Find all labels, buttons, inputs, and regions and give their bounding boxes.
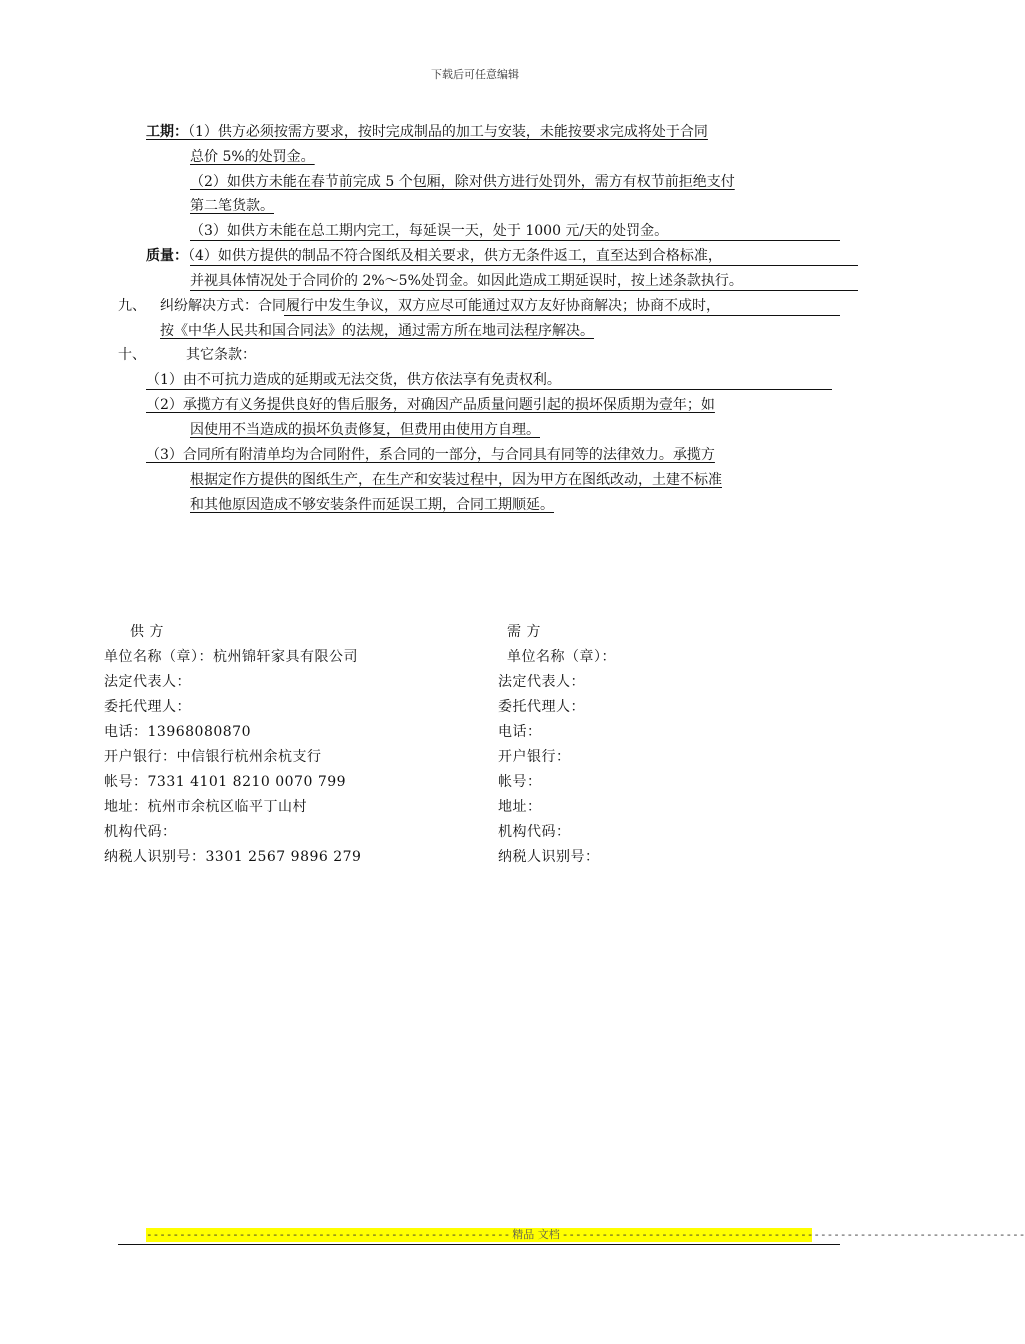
schedule-item-1b: 总价 5%的处罚金。 xyxy=(190,149,315,165)
buyer-bank: 开户银行： xyxy=(498,749,571,765)
other-item-2a: （2）承揽方有义务提供良好的售后服务，对确因产品质量问题引起的损坏保质期为壹年；如 xyxy=(146,397,715,413)
other-item-3b: 根据定作方提供的图纸生产，在生产和安装过程中，因为甲方在图纸改动，土建不标准 xyxy=(190,472,722,488)
supplier-phone: 电话：13968080870 xyxy=(104,724,251,740)
buyer-org-code: 机构代码： xyxy=(498,824,571,840)
buyer-account: 帐号： xyxy=(498,774,542,790)
footer-rule xyxy=(118,1244,840,1245)
section-ten-title: 其它条款： xyxy=(186,347,256,363)
footer-left-dashes: ------------------------------------------------------- xyxy=(146,1228,511,1241)
quality-label: 质量： xyxy=(146,248,188,264)
other-item-3c: 和其他原因造成不够安装条件而延误工期，合同工期顺延。 xyxy=(190,497,554,513)
supplier-account: 帐号：7331 4101 8210 0070 799 xyxy=(104,774,347,790)
schedule-item-1a: （1）供方必须按需方要求，按时完成制品的加工与安装，未能按要求完成将处于合同 xyxy=(188,124,708,140)
footer-label: 精品 文档 xyxy=(512,1228,560,1241)
other-item-1: （1）由不可抗力造成的延期或无法交货，供方依法享有免责权利。 xyxy=(146,372,561,388)
buyer-agent: 委托代理人： xyxy=(498,699,585,715)
supplier-tax-id: 纳税人识别号：3301 2567 9896 279 xyxy=(104,849,362,865)
other-item-3a: （3）合同所有附清单均为合同附件，系合同的一部分，与合同具有同等的法律效力。承揽方 xyxy=(146,447,715,463)
schedule-item-2a: （2）如供方未能在春节前完成 5 个包厢，除对供方进行处罚外，需方有权节前拒绝支付 xyxy=(190,174,735,190)
supplier-agent: 委托代理人： xyxy=(104,699,191,715)
supplier-title: 供 方 xyxy=(130,624,164,640)
supplier-address: 地址：杭州市余杭区临平丁山村 xyxy=(104,799,307,815)
quality-item-4a: （4）如供方提供的制品不符合图纸及相关要求，供方无条件返工，直至达到合格标准， xyxy=(188,248,722,264)
underline-rule xyxy=(284,315,840,316)
buyer-tax-id: 纳税人识别号： xyxy=(498,849,600,865)
other-item-2b: 因使用不当造成的损坏负责修复，但费用由使用方自理。 xyxy=(190,422,540,438)
section-nine-line-2: 按《中华人民共和国合同法》的法规，通过需方所在地司法程序解决。 xyxy=(160,323,594,339)
page-header: 下载后可任意编辑 xyxy=(431,68,519,81)
supplier-name: 单位名称（章）：杭州锦轩家具有限公司 xyxy=(104,649,358,665)
buyer-name: 单位名称（章）： xyxy=(507,649,616,665)
section-ten-number: 十、 xyxy=(118,347,146,363)
schedule-label: 工期： xyxy=(146,124,188,140)
schedule-clause-line-1 xyxy=(146,120,708,144)
schedule-item-2b: 第二笔货款。 xyxy=(190,198,274,214)
section-nine-number: 九、 xyxy=(118,298,146,314)
underline-rule xyxy=(190,290,858,291)
buyer-address: 地址： xyxy=(498,799,542,815)
underline-rule xyxy=(190,240,840,241)
underline-rule xyxy=(146,389,832,390)
section-nine-line-1: 纠纷解决方式：合同履行中发生争议，双方应尽可能通过双方友好协商解决；协商不成时， xyxy=(160,298,720,314)
supplier-bank: 开户银行：中信银行杭州余杭支行 xyxy=(104,749,322,765)
buyer-title: 需 方 xyxy=(507,624,541,640)
schedule-item-3: （3）如供方未能在总工期内完工，每延误一天，处于 1000 元/天的处罚金。 xyxy=(190,223,669,239)
supplier-legal-rep: 法定代表人： xyxy=(104,674,191,690)
buyer-legal-rep: 法定代表人： xyxy=(498,674,585,690)
footer-right-dashes: ---------------------------------------------------------------------- xyxy=(561,1228,1025,1241)
quality-item-4b: 并视具体情况处于合同价的 2%～5%处罚金。如因此造成工期延误时，按上述条款执行。 xyxy=(190,273,743,289)
underline-rule xyxy=(190,265,858,266)
footer-banner xyxy=(146,1228,1025,1242)
supplier-org-code: 机构代码： xyxy=(104,824,177,840)
buyer-phone: 电话： xyxy=(498,724,542,740)
